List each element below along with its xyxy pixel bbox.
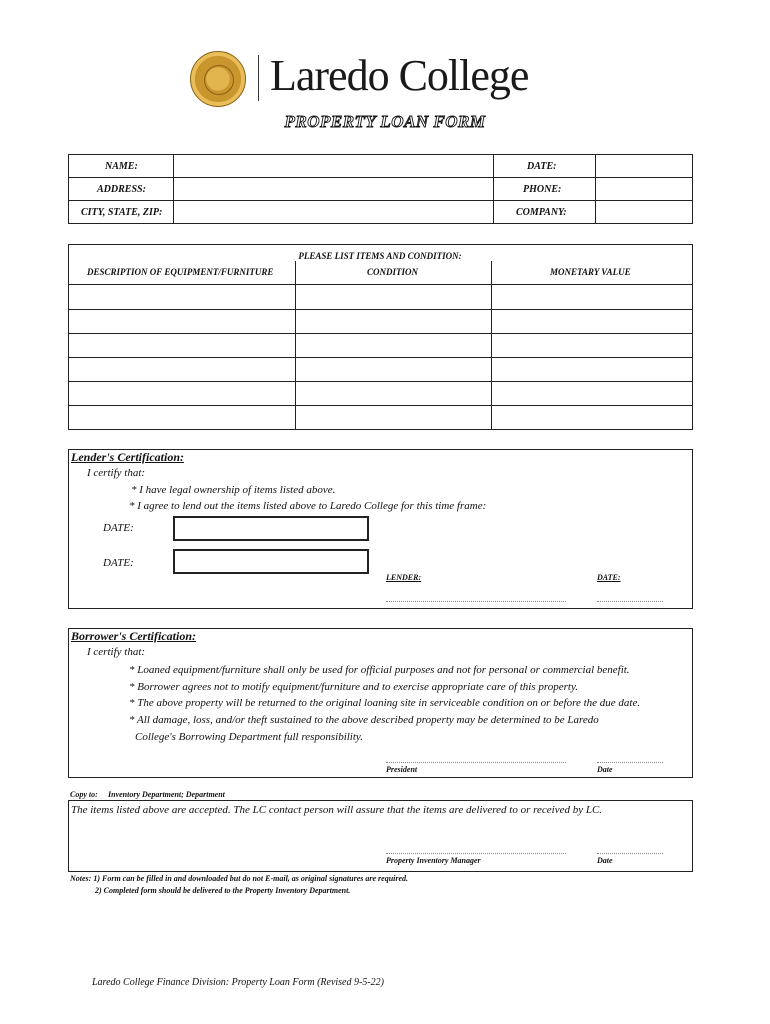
info-row-line	[69, 200, 692, 201]
name-field[interactable]	[175, 156, 491, 176]
address-field[interactable]	[175, 179, 491, 199]
table-row-line	[69, 333, 692, 334]
date-field[interactable]	[597, 156, 690, 176]
borrower-cert-title: Borrower's Certification:	[71, 629, 197, 643]
seal-inner-ring	[204, 65, 234, 95]
acceptance-box	[68, 800, 693, 872]
lender-certify-text: I certify that:	[87, 467, 146, 479]
info-divider	[173, 155, 174, 223]
borrower-bullet: * Loaned equipment/furniture shall only be used for official purposes and not for personal or commercial benefit.	[129, 664, 630, 676]
borrower-certification-box	[68, 628, 693, 778]
loan-end-date-label: DATE:	[103, 557, 134, 569]
table-row-line	[69, 309, 692, 310]
applicant-info-box	[68, 154, 693, 224]
college-name: Laredo College	[270, 51, 529, 100]
copy-recipients: Inventory Department; Department	[108, 790, 225, 799]
item-description-cell[interactable]	[70, 286, 294, 308]
president-date-label: Date	[597, 765, 613, 774]
manager-date-line[interactable]	[597, 853, 663, 854]
items-table	[68, 244, 693, 430]
address-label: ADDRESS:	[97, 184, 146, 195]
borrower-bullet: * All damage, loss, and/or theft sustained to the above described property may be determined to be Laredo	[129, 714, 599, 726]
footer-text: Laredo College Finance Division: Property Loan Form (Revised 9-5-22)	[92, 977, 384, 988]
column-header-condition: CONDITION	[367, 267, 419, 277]
manager-label: Property Inventory Manager	[386, 856, 481, 865]
president-date-line[interactable]	[597, 762, 663, 763]
notes-line-2: 2) Completed form should be delivered to the Property Inventory Department.	[95, 886, 351, 895]
loan-start-date-field[interactable]	[173, 516, 369, 541]
column-divider	[295, 261, 296, 429]
item-value-cell[interactable]	[493, 286, 690, 308]
company-field[interactable]	[597, 202, 690, 222]
table-row-line	[69, 284, 692, 285]
table-row-line	[69, 405, 692, 406]
president-label: President	[386, 765, 418, 774]
form-title: PROPERTY LOAN FORM	[284, 112, 486, 131]
lender-cert-title: Lender's Certification:	[71, 450, 184, 464]
notes-line-1: Notes: 1) Form can be filled in and downloaded but do not E-mail, as original signatures are required.	[70, 874, 409, 883]
borrower-certify-text: I certify that:	[87, 646, 146, 658]
table-row-line	[69, 381, 692, 382]
lender-bullet: * I have legal ownership of items listed above.	[131, 484, 336, 496]
column-header-monetary-value: MONETARY VALUE	[550, 267, 631, 277]
loan-start-date-label: DATE:	[103, 522, 134, 534]
manager-signature-line[interactable]	[386, 853, 566, 854]
column-header-description: DESCRIPTION OF EQUIPMENT/FURNITURE	[87, 267, 274, 277]
loan-end-date-field[interactable]	[173, 549, 369, 574]
borrower-bullet-continuation: College's Borrowing Department full responsibility.	[135, 731, 363, 743]
acceptance-text: The items listed above are accepted. The LC contact person will assure that the items are delivered to or received by LC.	[71, 804, 603, 816]
table-row-line	[69, 357, 692, 358]
column-divider	[491, 261, 492, 429]
city-state-zip-label: CITY, STATE, ZIP:	[81, 207, 163, 218]
company-label: COMPANY:	[516, 207, 567, 218]
lender-signature-label: LENDER:	[386, 573, 422, 582]
manager-date-label: Date	[597, 856, 613, 865]
borrower-bullet: * Borrower agrees not to motify equipment/furniture and to exercise appropriate care of this property.	[129, 681, 579, 693]
logo-divider	[258, 55, 259, 101]
phone-field[interactable]	[597, 179, 690, 199]
date-label: DATE:	[527, 161, 557, 172]
president-signature-line[interactable]	[386, 762, 566, 763]
phone-label: PHONE:	[523, 184, 562, 195]
borrower-bullet: * The above property will be returned to the original loaning site in serviceable condition on or before the due date.	[129, 697, 641, 709]
city-state-zip-field[interactable]	[175, 202, 491, 222]
lender-date-label: DATE:	[597, 573, 621, 582]
name-label: NAME:	[105, 161, 138, 172]
info-divider	[493, 155, 494, 223]
lender-certification-box	[68, 449, 693, 609]
lender-signature-line[interactable]	[386, 601, 566, 602]
copy-to-label: Copy to:	[70, 790, 98, 799]
items-instruction: PLEASE LIST ITEMS AND CONDITION:	[298, 251, 462, 261]
item-condition-cell[interactable]	[297, 286, 490, 308]
info-row-line	[69, 177, 692, 178]
lender-date-line[interactable]	[597, 601, 663, 602]
college-seal-logo	[190, 51, 246, 107]
lender-bullet: * I agree to lend out the items listed above to Laredo College for this time frame:	[129, 500, 487, 512]
info-divider	[595, 155, 596, 223]
